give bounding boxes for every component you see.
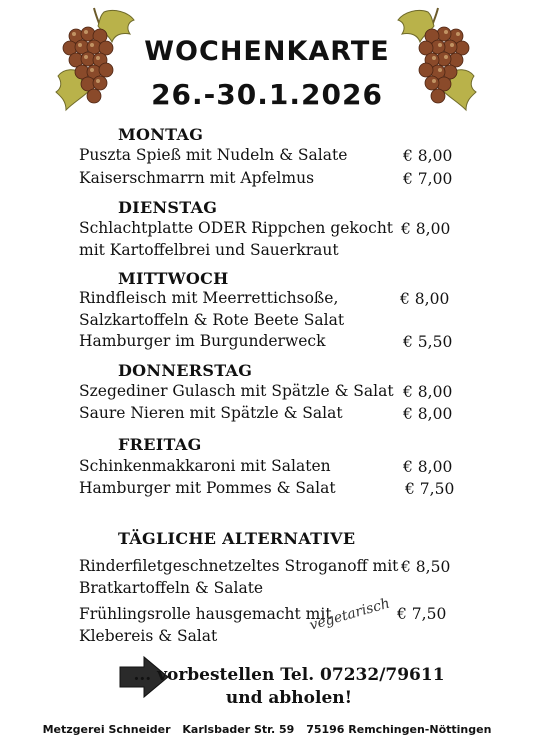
dish-line: Rindfleisch mit Meerrettichsoße, (79, 289, 339, 307)
dish-price: € 7,00 (403, 170, 453, 188)
menu-dates: 26.-30.1.2026 (151, 78, 383, 111)
dish-line: Szegediner Gulasch mit Spätzle & Salat (79, 382, 394, 400)
dish-line: Saure Nieren mit Spätzle & Salat (79, 404, 343, 422)
dish-price: € 8,00 (403, 405, 453, 423)
dish-price: € 8,00 (403, 458, 453, 476)
dish-price: € 8,00 (403, 147, 453, 165)
dish-line: Klebereis & Salat (79, 627, 218, 645)
dish-price: € 8,00 (401, 220, 451, 238)
footer-name: Metzgerei Schneider (42, 723, 171, 736)
day-heading-tuesday: DIENSTAG (118, 198, 218, 217)
footer-address (0, 723, 534, 736)
dish-price: € 8,00 (400, 290, 450, 308)
dish-line: Kaiserschmarrn mit Apfelmus (79, 169, 315, 187)
dish-line: Rinderfiletgeschnetzeltes Stroganoff mit (79, 557, 399, 575)
day-heading-monday: MONTAG (118, 125, 204, 144)
dish-price: € 5,50 (403, 333, 453, 351)
order-pickup: und abholen! (225, 688, 353, 708)
dish-line: Hamburger mit Pommes & Salat (79, 479, 336, 497)
day-heading-thursday: DONNERSTAG (118, 361, 253, 380)
order-phone: ... vorbestellen Tel. 07232/79611 (133, 665, 445, 685)
dish-price: € 7,50 (405, 480, 455, 498)
dish-price: € 8,50 (401, 558, 451, 576)
dish-line: Frühlingsrolle hausgemacht mit (79, 605, 332, 623)
dish-line: mit Kartoffelbrei und Sauerkraut (79, 241, 339, 259)
dish-line: Hamburger im Burgunderweck (79, 332, 326, 350)
day-heading-friday: FREITAG (118, 435, 202, 454)
dish-price: € 7,50 (397, 605, 447, 623)
dish-line: Schinkenmakkaroni mit Salaten (79, 457, 331, 475)
day-heading-wednesday: MITTWOCH (118, 269, 229, 288)
menu-title: WOCHENKARTE (144, 36, 390, 67)
alternative-heading: TÄGLICHE ALTERNATIVE (118, 529, 356, 548)
dish-price: € 8,00 (403, 383, 453, 401)
dish-line: Schlachtplatte ODER Rippchen gekocht (79, 219, 394, 237)
footer-city: 75196 Remchingen-Nöttingen (306, 723, 492, 736)
footer-street: Karlsbader Str. 59 (182, 723, 295, 736)
dish-line: Bratkartoffeln & Salate (79, 579, 264, 597)
dish-line: Puszta Spieß mit Nudeln & Salate (79, 146, 348, 164)
dish-line: Salzkartoffeln & Rote Beete Salat (79, 311, 345, 329)
vegetarian-tag: vegetarisch (307, 595, 392, 634)
